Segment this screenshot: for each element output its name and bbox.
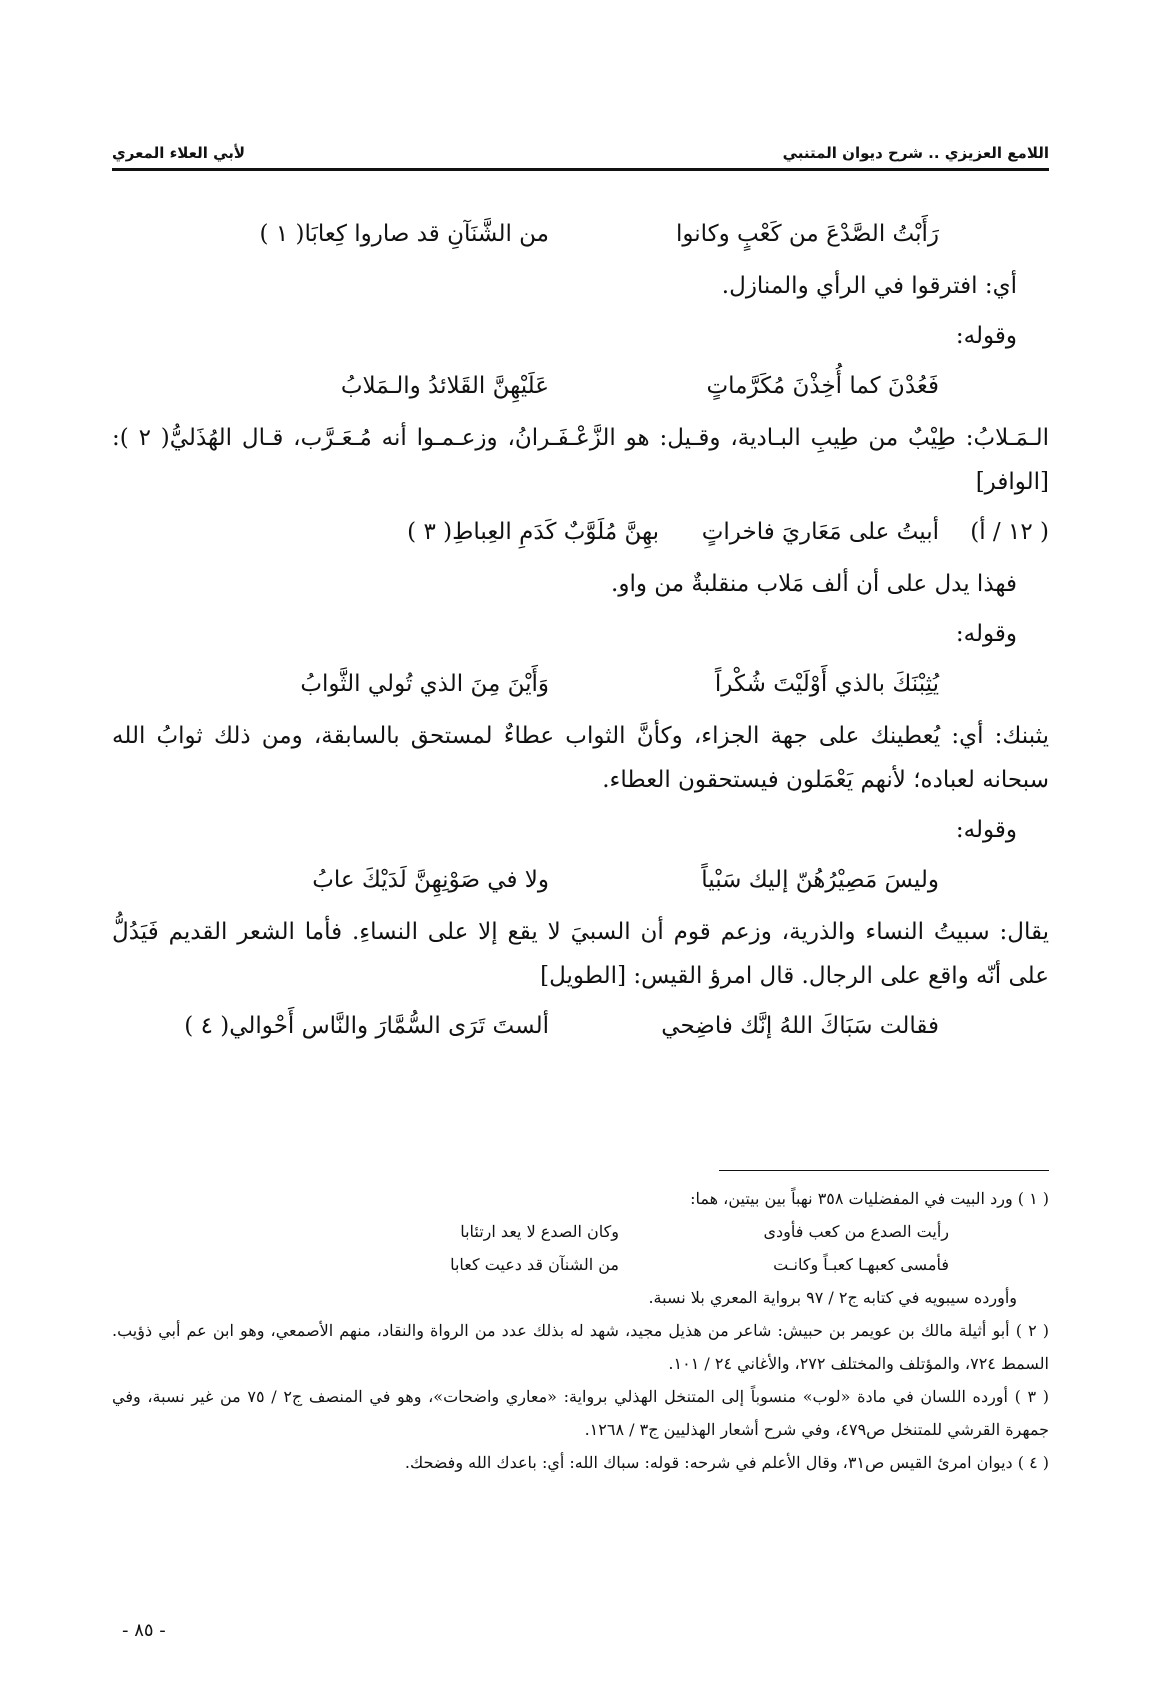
verse-hemistich-2: ولا في صَوْنِهِنَّ لَدَيْكَ عابُ [312,867,549,893]
verse-hemistich-1: فقالت سَبَاكَ اللهُ إنَّك فاضِحي [661,1013,939,1039]
quote-intro-1: وقوله: [955,323,1017,349]
footnote-separator [719,1170,1049,1171]
verse-hemistich-2: ألستَ تَرَى السُّمَّارَ والنَّاس أَحْوالي( ٤ ) [184,1013,549,1039]
paragraph-5: يقال: سبيتُ النساء والذرية، وزعم قوم أن السبيَ لا يقع إلا على النساءِ. فأما الشعر القديم فَيَدُلُّ على أنّه واقع على الرجال. قال امرؤ القيس: [الطويل] [112,919,1049,989]
footnote-verse-2 [112,1248,1049,1281]
verse-4 [112,662,1049,706]
verse-hemistich-2: عَلَيْهِنَّ القَلائدُ والـمَلابُ [340,373,549,399]
verse-hemistich-1: رَأَبْتُ الصَّدْعَ من كَعْبٍ وكانوا [675,221,939,247]
footnote-verse-hemistich-2: من الشنآن قد دعيت كعابا [450,1255,619,1274]
header-author: لأبي العلاء المعري [112,144,246,162]
verse-1 [112,212,1049,256]
main-text [112,208,1049,1056]
verse-2 [112,364,1049,408]
verse-3 [112,510,1049,554]
verse-hemistich-1: وليسَ مَصِيْرُهُنّ إليك سَبْياً [701,867,939,893]
footnote-verse-hemistich-2: وكان الصدع لا يعد ارتئابا [460,1222,619,1241]
verse-hemistich-1: يُثِبْنَكَ بالذي أَوْلَيْتَ شُكْراً [714,671,939,697]
footnote-1-continuation: وأورده سيبويه في كتابه ج٢ / ٩٧ برواية المعري بلا نسبة. [648,1288,1017,1307]
verse-5 [112,858,1049,902]
footnotes [112,1182,1049,1479]
verse-hemistich-2: وَأَيْنَ مِنَ الذي تُولي الثَّوابُ [300,671,549,697]
folio-marker: ( ١٢ / أ) [970,519,1049,545]
quote-intro-2: وقوله: [955,621,1017,647]
verse-hemistich-1: أبيتُ على مَعَاريَ فاخراتٍ [701,519,939,545]
quote-intro-3: وقوله: [955,817,1017,843]
footnote-3: ( ٣ ) أورده اللسان في مادة «لوب» منسوباً إلى المتنخل الهذلي برواية: «معاري واضحات»، وهو في المنصف ج٢ / ٧٥ من غير نسبة، وفي جمهرة القرشي للمتنخل ص٤٧٩، وفي شرح أشعار الهذليين ج٣ / ١٢٦٨. [112,1387,1050,1439]
verse-hemistich-2: من الشَّنَآنِ قد صاروا كِعابَا( ١ ) [259,221,549,247]
footnote-verse-hemistich-1: رأيت الصدع من كعب فأودى [763,1222,949,1241]
footnote-verse-hemistich-1: فأمسى كعبهـا كعبـاً وكانـت [773,1255,949,1274]
footnote-1: ( ١ ) ورد البيت في المفضليات ٣٥٨ نهباً بين بيتين، هما: [690,1189,1049,1208]
verse-hemistich-2: بهِنَّ مُلَوَّبٌ كَدَمِ العِباطِ( ٣ ) [407,519,659,545]
footnote-2: ( ٢ ) أبو أثيلة مالك بن عويمر بن حبيش: شاعر من هذيل مجيد، شهد له بذلك عدد من الرواة والنقاد، منهم الأصمعي، وهو ابن عم أبي ذؤيب. السمط ٧٢٤، والمؤتلف والمختلف ٢٧٢، والأغاني ٢٤ / ١٠١. [112,1321,1049,1373]
paragraph-3: فهذا يدل على أن ألف مَلاب منقلبةٌ من واو. [611,571,1017,597]
page-number: - ٨٥ - [122,1620,166,1641]
paragraph-4: يثبنك: أي: يُعطينك على جهة الجزاء، وكأنَّ الثواب عطاءٌ لمستحق بالسابقة، ومن ذلك ثوابُ الله سبحانه لعباده؛ لأنهم يَعْمَلون فيستحقون العطاء. [112,723,1049,793]
verse-6 [112,1004,1049,1048]
paragraph-2: الـمَـلابُ: طِيْبٌ من طِيبِ البـادية، وقـيل: هو الزَّعْـفَـرانُ، وزعـمـوا أنه مُـعَـرَّب، قـال الهُذَليُّ( ٢ ): [الوافر] [112,425,1049,495]
header-book-title: اللامع العزيزي .. شرح ديوان المتنبي [782,144,1049,162]
paragraph-1: أي: افترقوا في الرأي والمنازل. [721,273,1017,299]
verse-hemistich-1: فَعُدْنَ كما أُخِذْنَ مُكَرَّماتٍ [706,373,939,399]
footnote-verse-1 [112,1215,1049,1248]
footnote-4: ( ٤ ) ديوان امرئ القيس ص٣١، وقال الأعلم في شرحه: قوله: سباك الله: أي: باعدك الله وفضحك. [404,1453,1049,1472]
running-header [112,122,1049,171]
